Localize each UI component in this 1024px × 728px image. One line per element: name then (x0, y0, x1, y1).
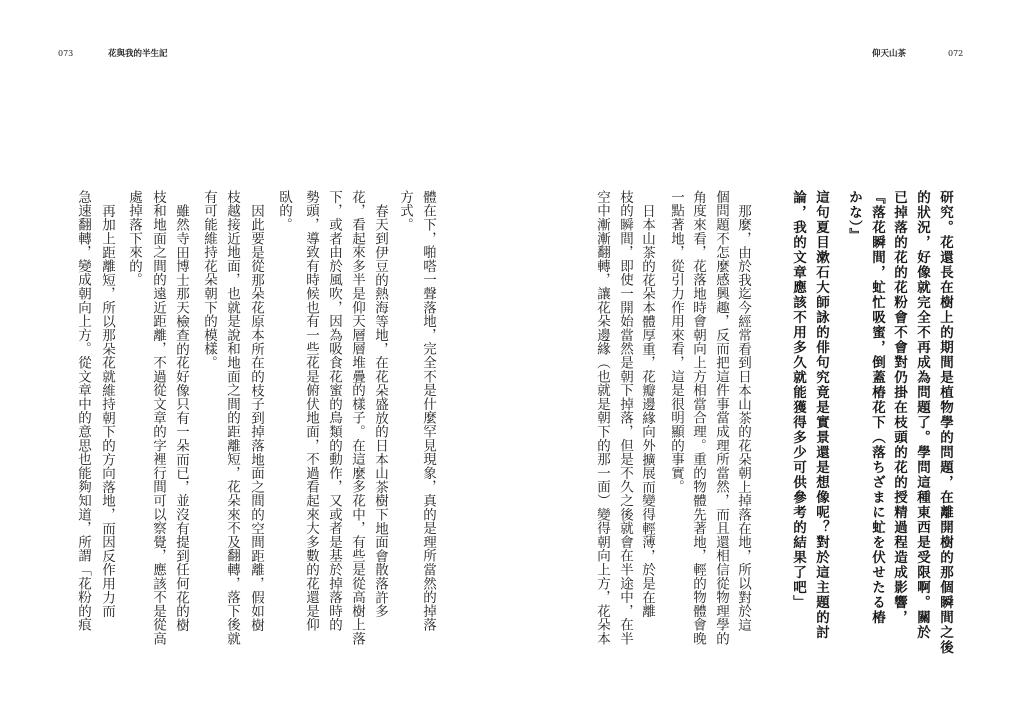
text-column: 下，或者由於風吹，因為吸食花蜜的鳥類的動作，又或者是基於掉落時的 (326, 190, 342, 632)
text-column: 日本山茶的花朵本體厚重，花瓣邊緣向外擴展而變得輕薄，於是在離 (639, 204, 655, 618)
quoted-text-column: 『落花瞬間，虻忙吸蜜，倒蓋椿花下（落ちざまに虻を伏せたる椿 (869, 190, 885, 625)
quoted-text-column: 研究。花還長在樹上的期間是植物學的問題，在離開樹的那個瞬間之後 (937, 190, 953, 655)
text-column: 春天到伊豆的熱海等地，在花朵盛放的日本山茶樹下地面會散落許多 (372, 204, 388, 618)
text-column: 因此要是從那朵花原本所在的枝子到掉落地面之間的空間距離，假如樹 (248, 204, 264, 632)
text-column: 一點著地，從引力作用來看，這是很明顯的事實。 (668, 190, 684, 494)
text-column: 枝和地面之間的遠近距離，不過從文章的字裡行間可以察覺，應該不是從高 (150, 190, 166, 646)
text-column: 那麼，由於我迄今經常看到日本山茶的花朵朝上掉落在地，所以對於這 (735, 204, 751, 632)
quoted-text-column: 這句夏目漱石大師詠的俳句究竟是實景還是想像呢？對於這主題的討 (813, 190, 829, 640)
page-number-right: 072 (948, 49, 964, 58)
text-column: 個問題不怎麼感興趣，反而把這件事當成理所當然，而且還相信從物理學的 (713, 190, 729, 646)
text-column: 雖然寺田博士那天檢查的花好像只有一朵而已，並沒有提到任何花的樹 (173, 204, 189, 632)
text-column: 角度來看，花落地時會朝向上方相當合理。重的物體先著地，輕的物體會晚 (690, 190, 706, 646)
quoted-text-column: 已掉落的花的花粉會不會對仍掛在枝頭的花的授精過程造成影響， (891, 190, 907, 625)
text-column: 再加上距離短，所以那朵花就維持朝下的方向落地，而因反作用力而 (99, 204, 115, 618)
text-column: 有可能維持花朵朝下的模樣。 (201, 190, 217, 370)
text-column: 臥的。 (276, 190, 292, 232)
quoted-text-column: 的狀況，好像就完全不再成為問題了。學問這種東西是受限啊。關於 (914, 190, 930, 640)
text-column: 處掉落下來的。 (126, 190, 142, 287)
text-column: 枝越接近地面，也就是說和地面之間的距離短，花朵來不及翻轉，落下後就 (224, 190, 240, 646)
running-title-left: 花與我的半生記 (108, 49, 168, 59)
text-column: 體在下，啪嗒一聲落地，完全不是什麼罕見現象，真的是理所當然的掉落 (420, 190, 436, 632)
text-column: 空中漸漸翻轉，讓花朵邊緣（也就是朝下的那一面）變得朝向上方，花朵本 (594, 190, 610, 646)
running-title-right: 仰天山茶 (872, 49, 907, 59)
text-column: 花，看起來多半是仰天層層堆疊的樣子。在這麼多花中，有些是從高樹上落 (349, 190, 365, 646)
text-column: 勢頭，導致有時候也有一些花是俯伏地面，不過看起來大多數的花還是仰 (303, 190, 319, 632)
text-column: 急速翻轉，變成朝向上方。從文章中的意思也能夠知道，所謂「花粉的痕 (75, 190, 91, 632)
quoted-text-column: 論，我的文章應該不用多久就能獲得多少可供參考的結果了吧」 (790, 190, 806, 610)
page-number-left: 073 (58, 49, 74, 58)
text-column: 枝的瞬間，即使一開始當然是朝下掉落，但是不久之後就會在半途中，在半 (617, 190, 633, 646)
right-page (512, 0, 1024, 728)
quoted-text-column: かな）』 (846, 190, 862, 244)
text-column: 方式。 (397, 190, 413, 232)
